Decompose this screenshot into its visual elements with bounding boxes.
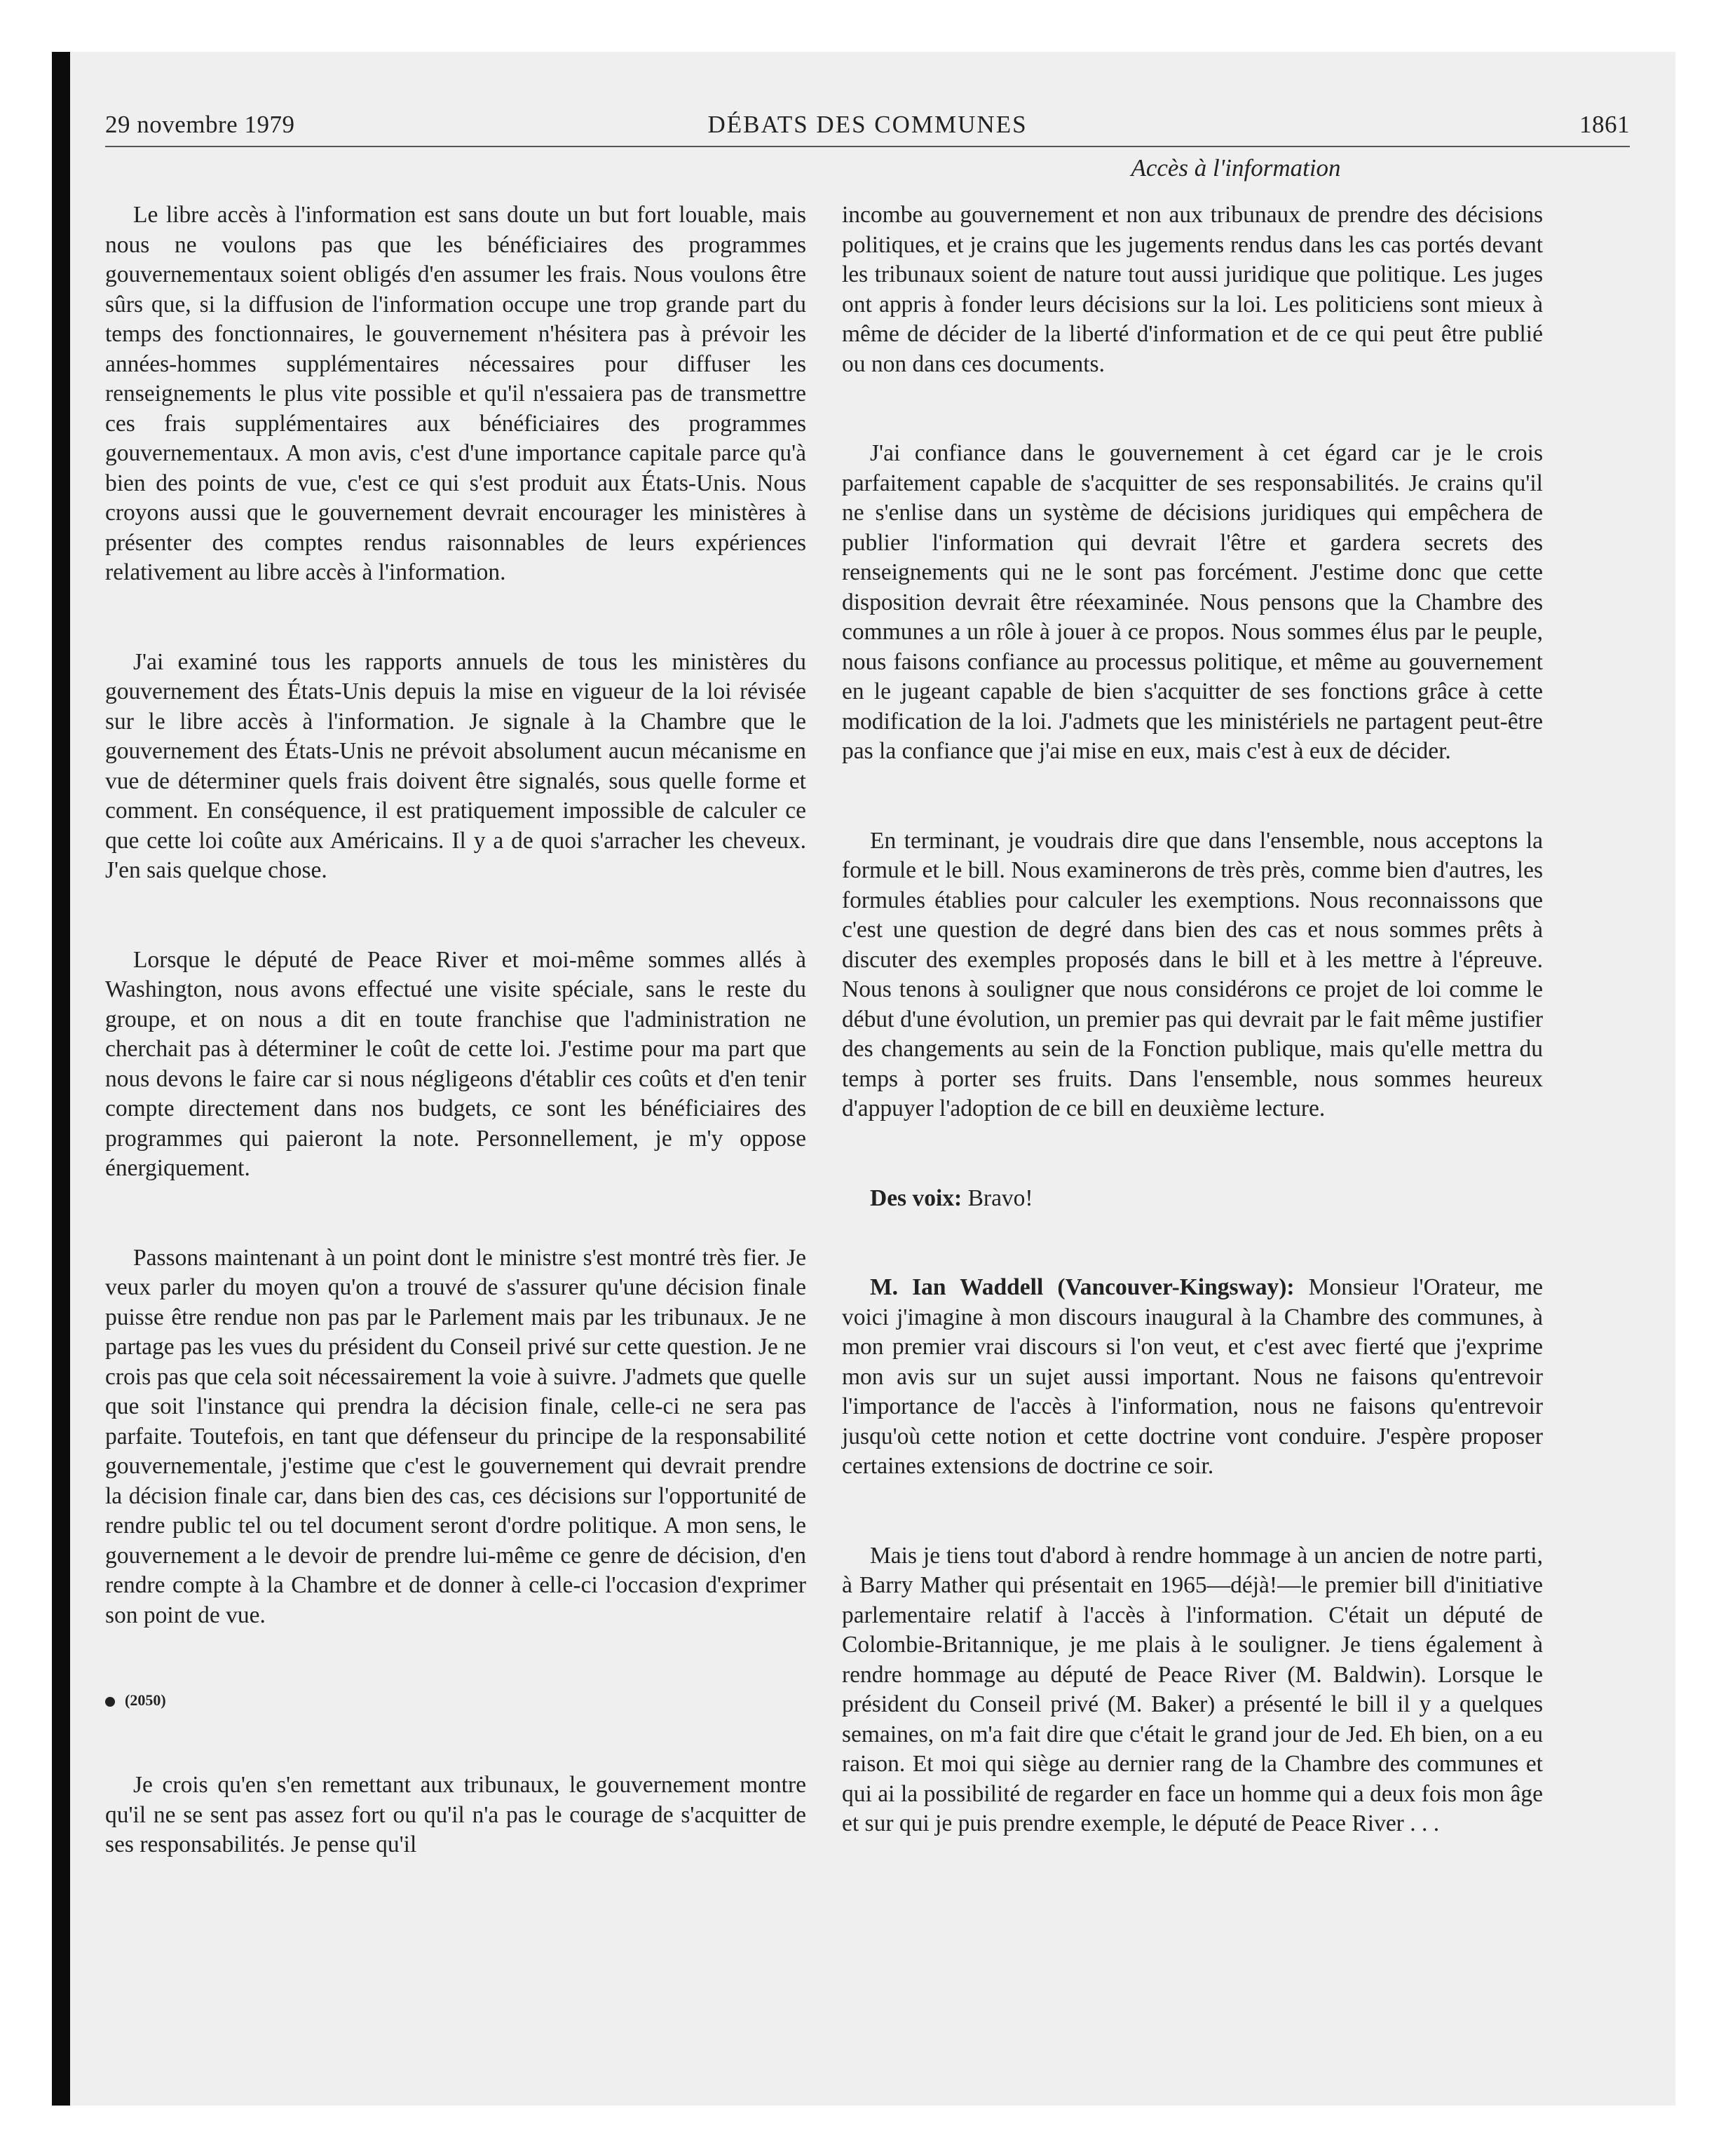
interjection: [842, 1184, 1543, 1214]
header-rule: [105, 146, 1630, 147]
paragraph: Mais je tiens tout d'abord à rendre hommage à un ancien de notre parti, à Barry Mather qui présentait en 1965—déjà!—le premier bill d'initiative parlementaire relatif à l'accès à l'information. C'était un député de Colombie-Britannique, je me plais à le souligner. Je tiens également à rendre hommage au député de Peace River (M. Baldwin). Lorsque le président du Conseil privé (M. Baker) a présenté le bill il y a quelques semaines, on m'a fait dire que c'était le grand jour de Jed. Eh bien, on a eu raison. Et moi qui siège au dernier rang de la Chambre des communes et qui ai la possibilité de regarder en face un homme qui a deux fois mon âge et sur qui je puis prendre exemple, le député de Peace River . . .: [842, 1542, 1543, 1836]
paragraph: Je crois qu'en s'en remettant aux tribunaux, le gouvernement montre qu'il ne se sent pas assez fort ou qu'il n'a pas le courage de s'acquitter de ses responsabilités. Je pense qu'il: [105, 1772, 806, 1857]
bullet-dot-icon: [105, 1697, 115, 1707]
paragraph: J'ai confiance dans le gouvernement à cet égard car je le crois parfaitement capable de s'acquitter de ses responsabilités. Je crains qu'il ne s'enlise dans un système de décisions juridiques qui empêchera de publier l'information qui devrait l'être et gardera secrets des renseignements qui ne le sont pas forcément. J'estime donc que cette disposition devrait être réexaminée. Nous pensons que la Chambre des communes a un rôle à jouer à ce propos. Nous sommes élus par le peuple, nous faisons confiance au processus politique, et même au gouvernement en le jugeant capable de bien s'acquitter de ses fonctions grâce à cette modification de la loi. J'admets que les ministériels ne partagent peut-être pas la confiance que j'ai mise en eux, mais c'est à eux de décider.: [842, 440, 1543, 764]
speech: [842, 1273, 1543, 1482]
paragraph: J'ai examiné tous les rapports annuels de tous les ministères du gouvernement des États-Unis depuis la mise en vigueur de la loi révisée sur le libre accès à l'information. Je signale à la Chambre que le gouvernement des États-Unis ne prévoit absolument aucun mécanisme en vue de déterminer quels frais doivent être signalés, sous quelle forme et comment. En conséquence, il est pratiquement impossible de calculer ce que cette loi coûte aux Américains. Il y a de quoi s'arracher les cheveux. J'en sais quelque chose.: [105, 648, 806, 883]
speech-text: Bravo!: [962, 1185, 1033, 1211]
header-date: 29 novembre 1979: [105, 111, 295, 138]
subject-heading: Accès à l'information: [1131, 154, 1341, 182]
paragraph: Le libre accès à l'information est sans doute un but fort louable, mais nous ne voulons pas que les bénéficiaires des programmes gouvernementaux soient obligés d'en assumer les frais. Nous voulons être sûrs que, si la diffusion de l'information occupe une trop grande part du temps des fonctionnaires, le gouvernement n'hésitera pas à prévoir les années-hommes supplémentaires nécessaires pour diffuser les renseignements le plus vite possible et qu'il n'essaiera pas de transmettre ces frais supplémentaires aux bénéficiaires des programmes gouvernementaux. A mon avis, c'est d'une importance capitale parce qu'à bien des points de vue, c'est ce qui s'est produit aux États-Unis. Nous croyons aussi que le gouvernement devrait encourager les ministères à présenter des comptes rendus raisonnables de leurs expériences relativement au libre accès à l'information.: [105, 202, 806, 585]
right-column: [842, 200, 1543, 1839]
left-column: [105, 200, 806, 1860]
speaker-name: Des voix:: [870, 1185, 962, 1211]
speaker-name: M. Ian Waddell (Vancouver-Kingsway):: [870, 1274, 1295, 1300]
speech-text: Monsieur l'Orateur, me voici j'imagine à mon discours inaugural à la Chambre des communes, à mon premier vrai discours si l'on veut, et c'est avec fierté que j'exprime mon avis sur un sujet aussi important. Nous ne faisons qu'entrevoir l'importance de l'accès à l'information, nous ne faisons qu'entrevoir jusqu'où cette notion et cette doctrine vont conduire. J'espère proposer certaines extensions de doctrine ce soir.: [842, 1274, 1543, 1479]
header-page-number: 1861: [1579, 111, 1630, 138]
time-marker-text: (2050): [125, 1691, 166, 1709]
page-header: [105, 111, 1630, 146]
paragraph: incombe au gouvernement et non aux tribunaux de prendre des décisions politiques, et je crains que les jugements rendus dans les cas portés devant les tribunaux soient de nature tout aussi juridique que politique. Les juges ont appris à fonder leurs décisions sur la loi. Les politiciens sont mieux à même de décider de la liberté d'information et de ce qui peut être publié ou non dans ces documents.: [842, 202, 1543, 377]
paragraph: Passons maintenant à un point dont le ministre s'est montré très fier. Je veux parler du moyen qu'on a trouvé de s'assurer qu'une décision finale puisse être rendue non pas par le Parlement mais par les tribunaux. Je ne partage pas les vues du président du Conseil privé sur cette question. Je ne crois pas que cela soit nécessairement la voie à suivre. J'admets que quelle que soit l'instance qui prendra la décision finale, celle-ci ne sera pas parfaite. Toutefois, en tant que défenseur du principe de la responsabilité gouvernementale, j'estime que c'est le gouvernement qui devrait prendre la décision finale car, dans bien des cas, ces décisions sur l'opportunité de rendre public tel ou tel document seront d'ordre politique. A mon sens, le gouvernement a le devoir de prendre lui-même ce genre de décision, d'en rendre compte à la Chambre et de donner à celle-ci l'occasion d'exprimer son point de vue.: [105, 1244, 806, 1628]
paragraph: En terminant, je voudrais dire que dans l'ensemble, nous acceptons la formule et le bill. Nous examinerons de très près, comme bien d'autres, les formules établies pour calculer les exemptions. Nous reconnaissons que c'est une question de degré dans bien des cas et nous sommes prêts à discuter des exemples proposés dans le bill et à les mettre à l'épreuve. Nous tenons à souligner que nous considérons ce projet de loi comme le début d'une évolution, un premier pas qui devrait par le fait même justifier des changements au sein de la Fonction publique, mais qu'elle mettra du temps à porter ses fruits. Dans l'ensemble, nous sommes heureux d'appuyer l'adoption de ce bill en deuxième lecture.: [842, 827, 1543, 1121]
time-marker: [105, 1690, 806, 1711]
paragraph: Lorsque le député de Peace River et moi-même sommes allés à Washington, nous avons effectué une visite spéciale, sans le reste du groupe, et on nous a dit en toute franchise que l'administration ne cherchait pas à déterminer le coût de cette loi. J'estime pour ma part que nous devons le faire car si nous négligeons d'établir ces coûts et d'en tenir compte directement dans nos budgets, ce sont les bénéficiaires des programmes qui paieront la note. Personnellement, je m'y oppose énergiquement.: [105, 946, 806, 1181]
header-title: DÉBATS DES COMMUNES: [707, 111, 1028, 138]
